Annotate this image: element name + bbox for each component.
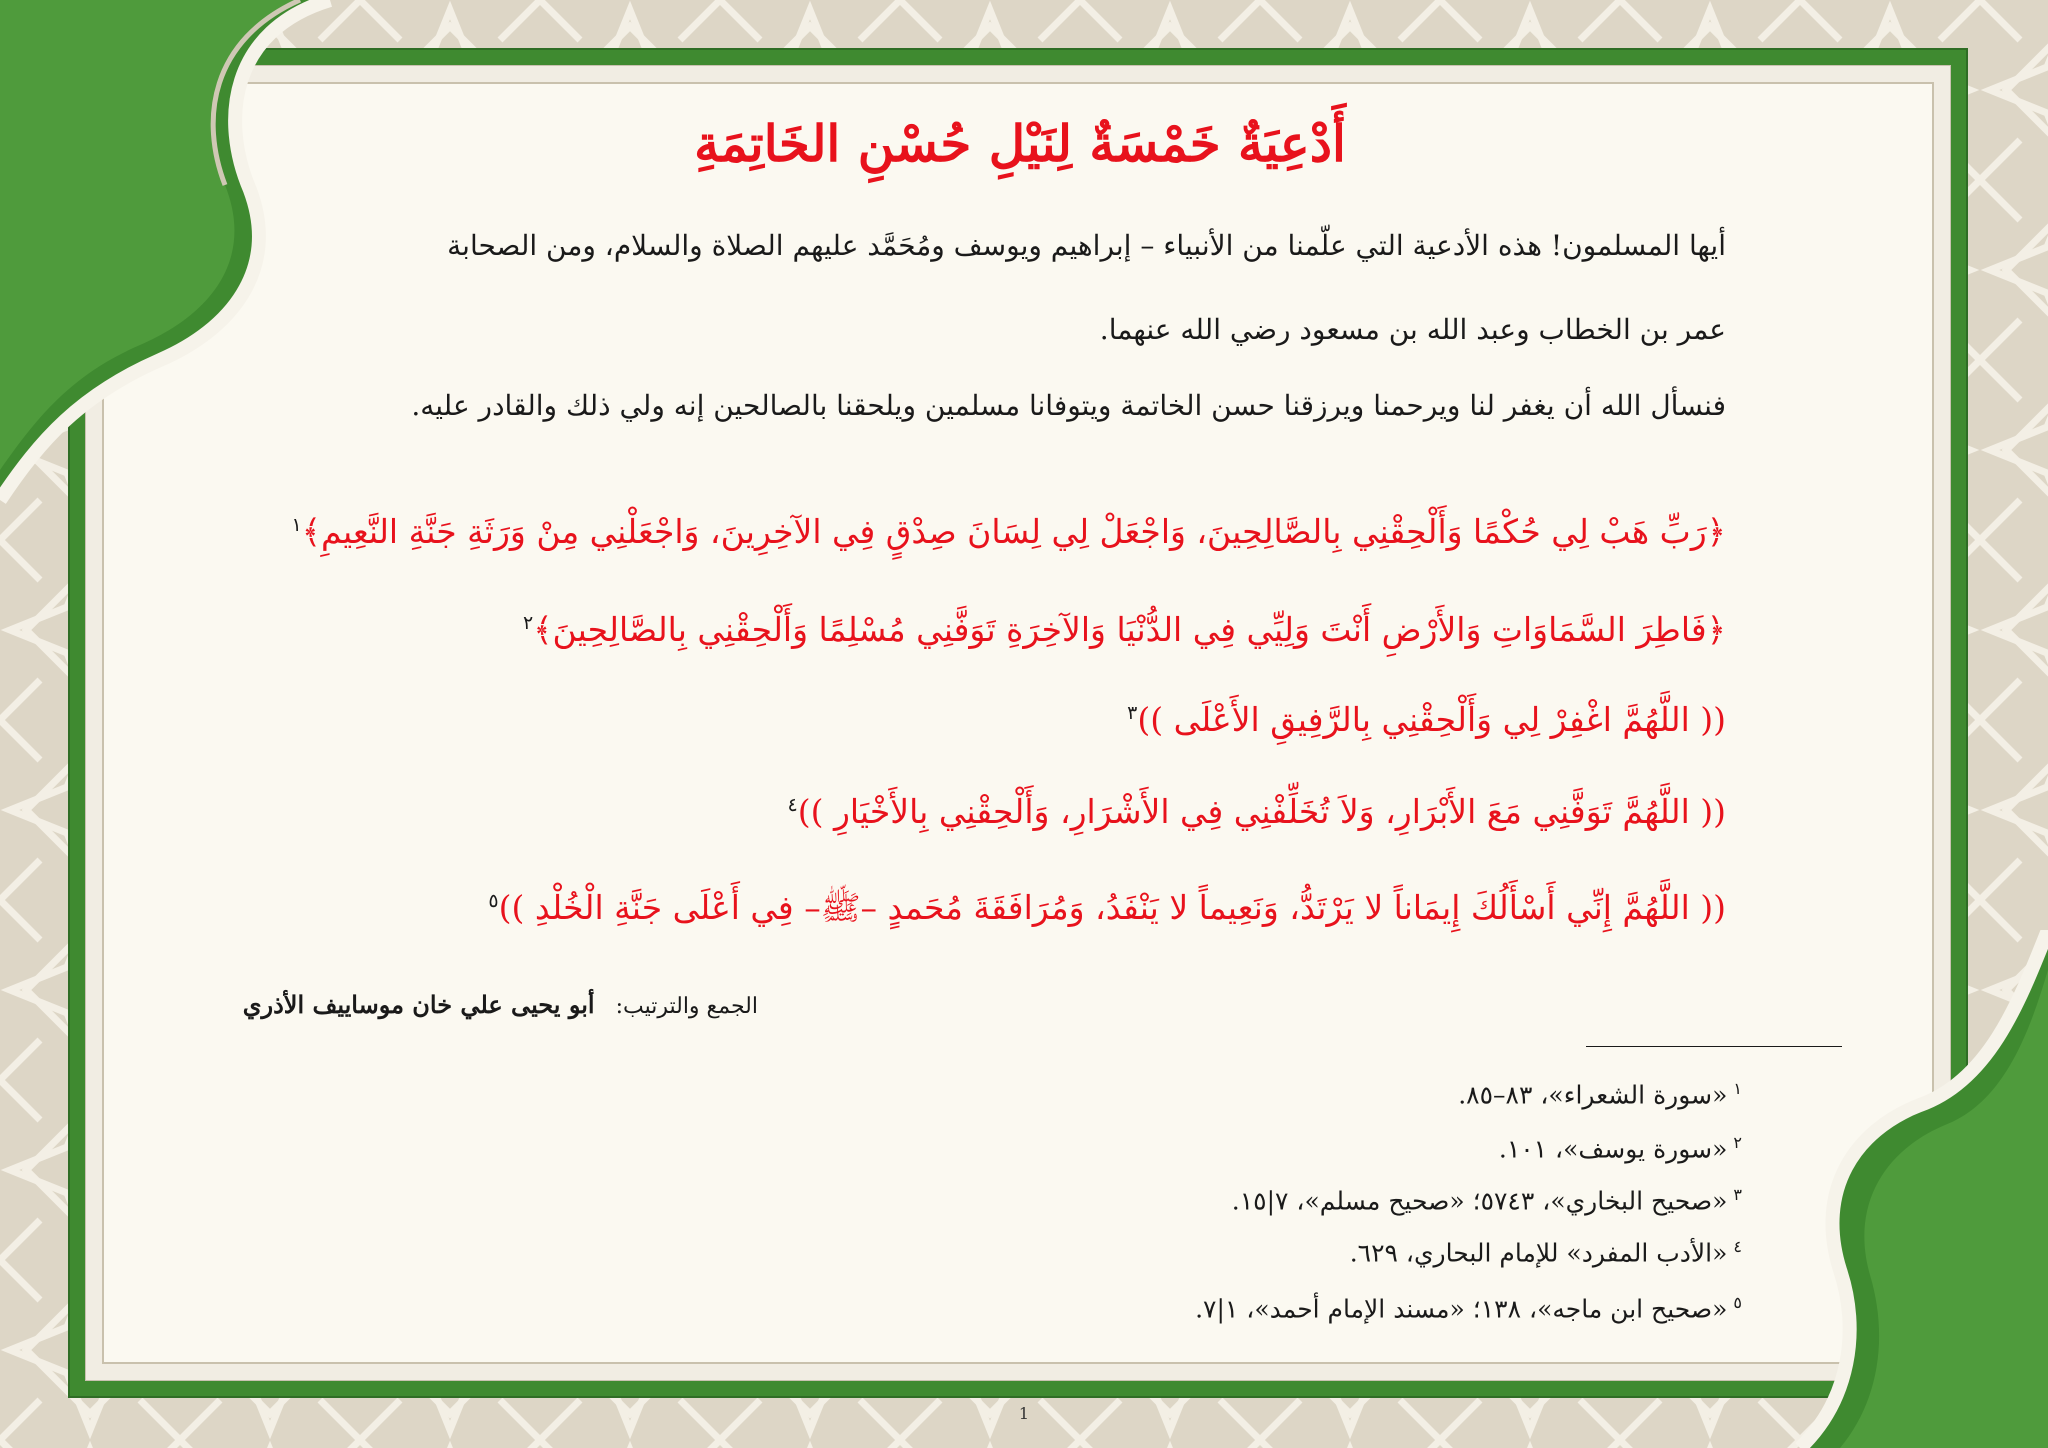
footnote-1-number: ١ bbox=[1733, 1079, 1742, 1098]
footnote-4-number: ٤ bbox=[1733, 1237, 1742, 1256]
dua-2 bbox=[306, 588, 1726, 658]
dua-5-text: (( اللَّهُمَّ إِنِّي أَسْأَلُكَ إِيمَاناً لا يَرْتَدُّ، وَنَعِيماً لا يَنْفَدُ، وَمُرَافَقَةَ مُحَمدٍ –ﷺ– فِي أَعْلَى جَنَّةِ الْخُلْدِ )) bbox=[498, 888, 1726, 927]
dua-3-text: (( اللَّهُمَّ اغْفِرْ لِي وَأَلْحِقْنِي بِالرَّفِيقِ الأَعْلَى )) bbox=[1137, 700, 1726, 739]
dua-2-text: ﴿فَاطِرَ السَّمَاوَاتِ وَالأَرْضِ أَنْتَ وَلِيِّي فِي الدُّنْيَا وَالآخِرَةِ تَوَفَّنِي مُسْلِمًا وَأَلْحِقْنِي بِالصَّالِحِينَ﴾ bbox=[533, 610, 1726, 649]
dua-3 bbox=[306, 678, 1726, 748]
footnote-5-text: «صحيح ابن ماجه»، ١٣٨؛ «مسند الإمام أحمد»، ١|٧. bbox=[1195, 1294, 1728, 1324]
intro-line-3: فنسأل الله أن يغفر لنا ويرحمنا ويرزقنا حسن الخاتمة ويتوفانا مسلمين ويلحقنا بالصالحين إنه ولي ذلك والقادر عليه. bbox=[411, 389, 1726, 422]
footnote-2-text: «سورة يوسف»، ١٠١. bbox=[1498, 1134, 1728, 1164]
credit-label: الجمع والترتيب: bbox=[615, 994, 758, 1019]
dua-1-text: ﴿رَبِّ هَبْ لِي حُكْمًا وَأَلْحِقْنِي بِالصَّالِحِينَ، وَاجْعَلْ لِي لِسَانَ صِدْقٍ فِي الآخِرِينَ، وَاجْعَلْنِي مِنْ وَرَثَةِ جَنَّةِ النَّعِيمِ﴾ bbox=[301, 512, 1726, 551]
dua-5-footnote-mark: ٥ bbox=[488, 890, 499, 912]
credit-author: أبو يحيى علي خان موساييف الأذري bbox=[242, 990, 595, 1019]
dua-4-text: (( اللَّهُمَّ تَوَفَّنِي مَعَ الأَبْرَارِ، وَلاَ تُخَلِّفْنِي فِي الأَشْرَارِ، وَأَلْحِقْنِي بِالأَخْيَارِ )) bbox=[797, 792, 1726, 831]
dua-4-footnote-mark: ٤ bbox=[787, 794, 798, 816]
intro-line-2: عمر بن الخطاب وعبد الله بن مسعود رضي الله عنهما. bbox=[1099, 313, 1726, 346]
footnote-4-text: «الأدب المفرد» للإمام البحاري، ٦٢٩. bbox=[1349, 1238, 1728, 1268]
intro-line-1: أيها المسلمون! هذه الأدعية التي علّمنا من الأنبياء – إبراهيم ويوسف ومُحَمَّد عليهم الصلاة والسلام، ومن الصحابة bbox=[447, 229, 1726, 262]
footnote-1 bbox=[1458, 1066, 1742, 1112]
compiler-credit bbox=[243, 985, 758, 1025]
page-number: 1 bbox=[1018, 1404, 1030, 1423]
footnote-divider bbox=[1586, 1046, 1842, 1047]
dua-1 bbox=[291, 490, 1726, 560]
footnote-3-number: ٣ bbox=[1733, 1185, 1742, 1204]
footnote-2-number: ٢ bbox=[1733, 1133, 1742, 1152]
dua-5 bbox=[306, 866, 1726, 936]
dua-3-footnote-mark: ٣ bbox=[1127, 702, 1138, 724]
footnote-5 bbox=[1195, 1280, 1742, 1326]
footnote-4 bbox=[1350, 1224, 1742, 1270]
dua-2-footnote-mark: ٢ bbox=[522, 612, 534, 634]
page-title: أَدْعِيَةٌ خَمْسَةٌ لِنَيْلِ حُسْنِ الخَاتِمَةِ bbox=[694, 114, 1346, 173]
footnote-3-text: «صحيح البخاري»، ٥٧٤٣؛ «صحيح مسلم»، ٧|١٥. bbox=[1231, 1186, 1728, 1216]
footnote-3 bbox=[1232, 1172, 1742, 1218]
footnote-5-number: ٥ bbox=[1733, 1293, 1742, 1312]
footnote-1-text: «سورة الشعراء»، ٨٣–٨٥. bbox=[1458, 1080, 1728, 1110]
footnote-2 bbox=[1499, 1120, 1742, 1166]
dua-4 bbox=[306, 770, 1726, 840]
dua-1-footnote-mark: ١ bbox=[291, 514, 302, 536]
